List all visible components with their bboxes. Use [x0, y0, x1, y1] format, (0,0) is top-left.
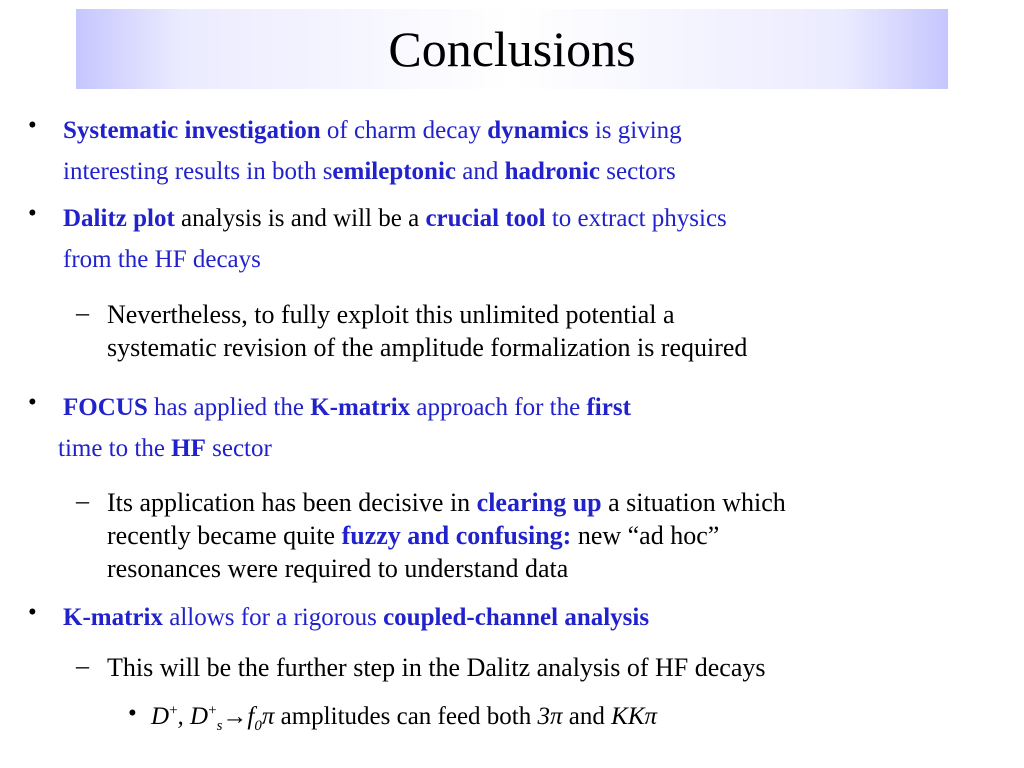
text-run: KK	[611, 703, 645, 730]
text-run: clearing up	[476, 488, 602, 517]
text-run: interesting results in both s	[63, 158, 333, 185]
sub-bullet-1	[107, 298, 1007, 364]
text-run: π	[550, 703, 563, 730]
text-run: Dalitz plot	[63, 205, 175, 232]
text-run: of charm decay	[320, 117, 488, 144]
sub-dash: –	[76, 486, 89, 515]
text-run: K-matrix	[63, 604, 163, 631]
sub-bullet-2	[107, 486, 1017, 585]
text-run: recently became quite	[107, 521, 342, 550]
text-run: new “ad hoc”	[571, 521, 720, 550]
text-run: coupled-channel analysis	[383, 604, 650, 631]
text-run: allows for a rigorous	[162, 604, 384, 631]
text-run: a situation which	[601, 488, 786, 517]
bullet-4	[63, 597, 1003, 638]
text-run: dynamics	[487, 117, 589, 144]
text-run: π	[644, 703, 658, 730]
text-run: resonances were required to understand data	[107, 554, 569, 583]
text-run: to extract physics	[545, 205, 727, 232]
text-run: from the HF decays	[63, 246, 261, 273]
bullet-dot: •	[28, 599, 37, 626]
bullet-2	[63, 198, 1003, 280]
bullet-3-line-1	[63, 387, 963, 428]
text-run: π	[261, 703, 275, 730]
text-line: systematic revision of the amplitude formalization is required	[107, 333, 748, 362]
bullet-3-line-2	[58, 428, 958, 469]
text-line: This will be the further step in the Dalitz analysis of HF decays	[107, 653, 766, 682]
superscript: +	[169, 702, 178, 719]
text-run: has applied the	[147, 394, 311, 421]
slide-title: Conclusions	[388, 21, 636, 77]
sub-sub-bullet-1	[151, 700, 1011, 733]
text-run: analysis is and will be a	[174, 205, 426, 232]
text-run: HF	[171, 435, 206, 462]
bullet-dot: •	[28, 389, 37, 416]
sub-dash: –	[76, 651, 89, 680]
bullet-dot: •	[28, 200, 37, 227]
text-run: crucial tool	[425, 205, 546, 232]
text-run: K-matrix	[310, 394, 411, 421]
text-run: first	[586, 394, 631, 421]
sub-dash: –	[76, 298, 89, 327]
text-run: and	[456, 158, 505, 185]
text-run: Its application has been decisive in	[107, 488, 477, 517]
text-run: and	[562, 703, 612, 730]
text-run: f	[247, 703, 255, 730]
text-run: is giving	[588, 117, 682, 144]
text-run: approach for the	[410, 394, 587, 421]
text-run: D	[190, 703, 209, 730]
text-run: hadronic	[504, 158, 601, 185]
text-run: ,	[177, 703, 191, 730]
text-run: sectors	[600, 158, 676, 185]
subscript: 0	[254, 718, 262, 734]
text-line: Nevertheless, to fully exploit this unlimited potential a	[107, 300, 675, 329]
subscript: s	[216, 718, 223, 734]
sub-bullet-3	[107, 651, 1007, 684]
superscript: +	[208, 702, 217, 719]
text-run: FOCUS	[63, 394, 148, 421]
arrow-symbol: →	[222, 703, 248, 730]
text-run: 3	[537, 703, 551, 730]
text-run: emileptonic	[332, 158, 457, 185]
text-run: sector	[205, 435, 272, 462]
sub-sub-bullet-dot: •	[128, 700, 137, 727]
bullet-1	[63, 110, 1003, 192]
text-run: time to the	[58, 435, 172, 462]
bullet-dot: •	[28, 112, 37, 139]
text-run: Systematic investigation	[63, 117, 321, 144]
text-run: fuzzy and confusing:	[341, 521, 572, 550]
text-run: D	[151, 703, 170, 730]
title-banner	[76, 9, 948, 89]
text-run: amplitudes can feed both	[274, 703, 538, 730]
